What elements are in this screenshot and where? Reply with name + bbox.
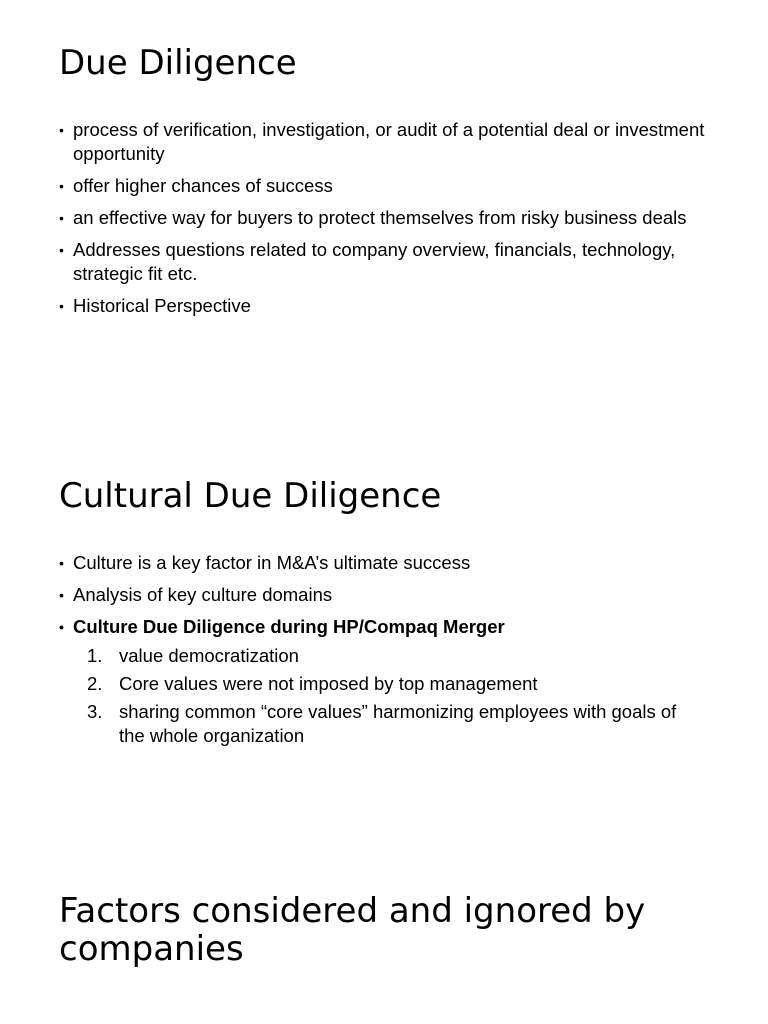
section-title-cultural-due-diligence: Cultural Due Diligence [59, 476, 442, 516]
list-item: • an effective way for buyers to protect themselves from risky business deals [59, 207, 687, 228]
numbered-item: 2. Core values were not imposed by top management [87, 673, 538, 694]
due-diligence-bullet-list [59, 118, 709, 326]
list-item: • Historical Perspective [59, 295, 251, 316]
bullet-icon: • [59, 298, 64, 314]
list-item: • process of verification, investigation, or audit of a potential deal or investment opportunity [59, 119, 705, 164]
list-item: • offer higher chances of success [59, 175, 333, 196]
bullet-icon: • [59, 555, 64, 571]
hp-compaq-numbered-list [87, 644, 687, 752]
list-item: • Addresses questions related to company overview, financials, technology, strategic fit etc. [59, 239, 676, 284]
bullet-icon: • [59, 178, 64, 194]
bullet-icon: • [59, 242, 64, 258]
bullet-icon: • [59, 122, 64, 138]
numbered-item: 3. sharing common “core values” harmonizing employees with goals of the whole organization [87, 701, 677, 746]
list-item: • Analysis of key culture domains [59, 584, 333, 605]
bullet-icon: • [59, 619, 64, 635]
cultural-due-diligence-bullet-list [59, 551, 709, 647]
bullet-icon: • [59, 587, 64, 603]
list-item: • Culture is a key factor in M&A’s ultimate success [59, 552, 471, 573]
numbered-item: 1. value democratization [87, 645, 299, 666]
section-title-factors: Factors considered and ignored by companies [59, 891, 646, 969]
section-title-due-diligence: Due Diligence [59, 43, 297, 83]
list-item: • Culture Due Diligence during HP/Compaq Merger [59, 616, 505, 637]
bullet-icon: • [59, 210, 64, 226]
